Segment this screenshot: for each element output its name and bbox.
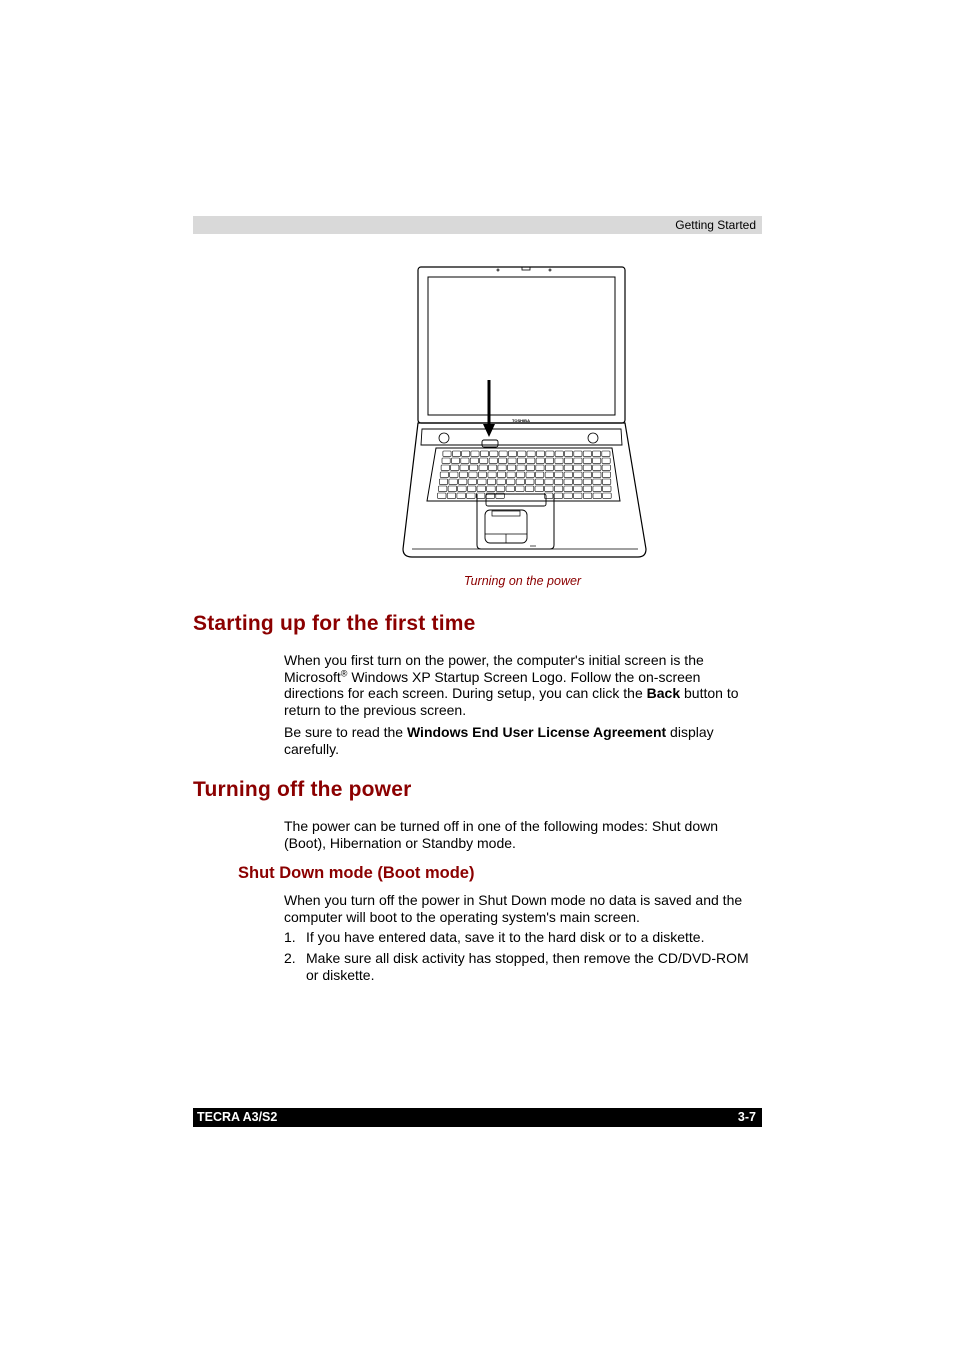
keyboard-key — [459, 472, 467, 477]
keyboard-key — [603, 486, 612, 491]
list-number: 1. — [284, 929, 296, 945]
laptop-screen — [428, 277, 615, 415]
keyboard-key — [438, 486, 447, 491]
paragraph-shut-down: When you turn off the power in Shut Down mode no data is saved and the computer will boot to the operating system's main screen. — [284, 892, 743, 925]
keyboard-key — [477, 486, 486, 491]
keyboard-key — [441, 465, 449, 470]
keyboard-key — [517, 465, 525, 470]
keyboard-key — [564, 486, 573, 491]
keyboard-key — [545, 486, 554, 491]
registered-mark: ® — [340, 667, 348, 678]
keyboard-key — [448, 486, 457, 491]
keyboard-key — [471, 451, 479, 456]
running-footer — [193, 1108, 762, 1127]
keyboard-key — [516, 479, 524, 484]
keyboard-key — [564, 493, 573, 498]
keyboard-key — [499, 458, 507, 463]
keyboard-key — [527, 458, 535, 463]
keyboard-key — [593, 479, 601, 484]
keyboard-key — [438, 493, 447, 498]
keyboard-key — [508, 458, 516, 463]
keyboard-key — [506, 486, 515, 491]
bold-term-back: Back — [646, 685, 681, 701]
keyboard-key — [564, 472, 572, 477]
bold-term-eula: Windows End User License Agreement — [406, 724, 667, 740]
text-run: Be sure to read the — [284, 724, 407, 740]
keyboard-key — [469, 472, 477, 477]
keyboard-key — [574, 472, 582, 477]
keyboard-key — [536, 472, 544, 477]
keyboard-key — [497, 479, 505, 484]
keyboard-key — [439, 479, 447, 484]
keyboard-key — [583, 493, 592, 498]
keyboard-key — [517, 458, 525, 463]
keyboard-key — [449, 479, 457, 484]
laptop-logo: TOSHIBA — [512, 418, 530, 423]
keyboard-key — [468, 479, 476, 484]
keyboard-key — [545, 465, 553, 470]
keyboard-key — [467, 493, 476, 498]
keyboard-key — [457, 493, 466, 498]
keyboard-key — [517, 472, 525, 477]
keyboard-key — [508, 451, 516, 456]
keyboard-key — [461, 458, 469, 463]
keyboard-key — [535, 486, 544, 491]
keyboard-key — [583, 451, 591, 456]
keyboard-key — [546, 458, 554, 463]
keyboard-key — [602, 479, 610, 484]
keyboard-key — [516, 486, 525, 491]
keyboard-key — [593, 451, 601, 456]
keyboard-key — [526, 465, 534, 470]
keyboard-key — [574, 486, 583, 491]
down-arrow-icon — [483, 380, 495, 437]
keyboard-key — [527, 451, 535, 456]
keyboard-key — [470, 458, 478, 463]
keyboard-key — [555, 451, 563, 456]
keyboard-key — [593, 465, 601, 470]
list-number: 2. — [284, 950, 296, 966]
keyboard-key — [480, 451, 488, 456]
keyboard-key — [460, 465, 468, 470]
keyboard-key — [574, 458, 582, 463]
keyboard-key — [479, 465, 487, 470]
footer-page-number: 3-7 — [737, 1110, 756, 1124]
keyboard-key — [583, 486, 592, 491]
keyboard-key — [583, 458, 591, 463]
keyboard-key — [574, 493, 583, 498]
section-title-starting-up: Starting up for the first time — [193, 612, 476, 635]
keyboard-key — [602, 458, 610, 463]
keyboard-key — [554, 479, 562, 484]
keyboard-key — [554, 493, 563, 498]
keyboard-key — [574, 479, 582, 484]
keyboard-key — [487, 486, 496, 491]
keyboard-key — [554, 486, 563, 491]
text-run: Windows XP Startup Screen Logo. Follow the on-screen directions for each screen. During setup, you can click the — [284, 668, 701, 701]
keyboard-key — [593, 472, 601, 477]
keyboard-key — [536, 465, 544, 470]
laptop-illustration — [400, 264, 650, 562]
keyboard-key — [526, 479, 534, 484]
laptop-lid — [418, 267, 625, 423]
keyboard-key — [487, 479, 495, 484]
text-run: button to return to the previous screen. — [284, 685, 739, 718]
keyboard-key — [603, 493, 612, 498]
keyboard-key — [462, 451, 470, 456]
keyboard-key — [602, 451, 610, 456]
subsection-title-shut-down: Shut Down mode (Boot mode) — [238, 864, 475, 882]
keyboard-key — [451, 465, 459, 470]
keyboard-key — [583, 479, 591, 484]
keyboard-key — [467, 486, 476, 491]
keyboard-key — [526, 472, 534, 477]
keyboard-key — [593, 493, 602, 498]
keyboard-key — [480, 458, 488, 463]
keyboard-key — [450, 472, 458, 477]
keyboard-key — [536, 458, 544, 463]
keyboard-key — [535, 479, 543, 484]
footer-model: TECRA A3/S2 — [197, 1110, 278, 1124]
keyboard-key — [478, 479, 486, 484]
keyboard-key — [507, 465, 515, 470]
keyboard-key — [451, 458, 459, 463]
keyboard-key — [498, 465, 506, 470]
keyboard-key — [440, 472, 448, 477]
keyboard-key — [555, 465, 563, 470]
power-button — [482, 440, 498, 447]
keyboard-key — [546, 451, 554, 456]
keyboard-key — [602, 465, 610, 470]
keyboard-key — [490, 451, 498, 456]
keyboard-key — [593, 486, 602, 491]
keyboard-key — [565, 451, 573, 456]
keyboard-key — [545, 472, 553, 477]
keyboard-key — [488, 472, 496, 477]
figure-caption: Turning on the power — [463, 574, 582, 588]
keyboard-key — [497, 472, 505, 477]
keyboard-key — [574, 465, 582, 470]
running-header-title: Getting Started — [675, 218, 756, 232]
keyboard-key — [459, 479, 467, 484]
section-title-turning-off: Turning off the power — [193, 778, 412, 801]
keyboard-key — [499, 451, 507, 456]
text-run: display carefully. — [284, 724, 714, 757]
keyboard-key — [583, 465, 591, 470]
keyboard-key — [518, 451, 526, 456]
keyboard-key — [458, 486, 467, 491]
keyboard-key — [564, 458, 572, 463]
keyboard-key — [452, 451, 460, 456]
keyboard-key — [447, 493, 456, 498]
keyboard-key — [564, 465, 572, 470]
keyboard-key — [476, 493, 485, 498]
paragraph-power-modes: The power can be turned off in one of the following modes: Shut down (Boot), Hibernation or Standby mode. — [284, 818, 719, 851]
keyboard-key — [496, 486, 505, 491]
keyboard-key — [593, 458, 601, 463]
keyboard-key — [507, 472, 515, 477]
paragraph-license-agreement — [284, 724, 762, 757]
keyboard-key — [470, 465, 478, 470]
keyboard-key — [583, 472, 591, 477]
keyboard-key — [555, 472, 563, 477]
keyboard-key — [443, 451, 451, 456]
running-header — [193, 216, 762, 234]
keyboard-key — [555, 458, 563, 463]
keyboard-key — [442, 458, 450, 463]
list-text: If you have entered data, save it to the hard disk or to a diskette. — [306, 929, 705, 945]
paragraph-initial-screen — [284, 652, 762, 718]
keyboard-key — [536, 451, 544, 456]
text-run: When you first turn on the power, the computer's initial screen is the Microsoft — [284, 652, 704, 685]
keyboard-key — [525, 486, 534, 491]
keyboard-key — [564, 479, 572, 484]
keyboard-key — [489, 458, 497, 463]
keyboard-key — [545, 479, 553, 484]
laptop-base — [403, 423, 646, 557]
list-text: Make sure all disk activity has stopped, then remove the CD/DVD-ROM or diskette. — [306, 950, 749, 983]
keyboard-key — [489, 465, 497, 470]
keyboard-key — [602, 472, 610, 477]
keyboard-key — [507, 479, 515, 484]
keyboard-key — [478, 472, 486, 477]
keyboard-key — [574, 451, 582, 456]
